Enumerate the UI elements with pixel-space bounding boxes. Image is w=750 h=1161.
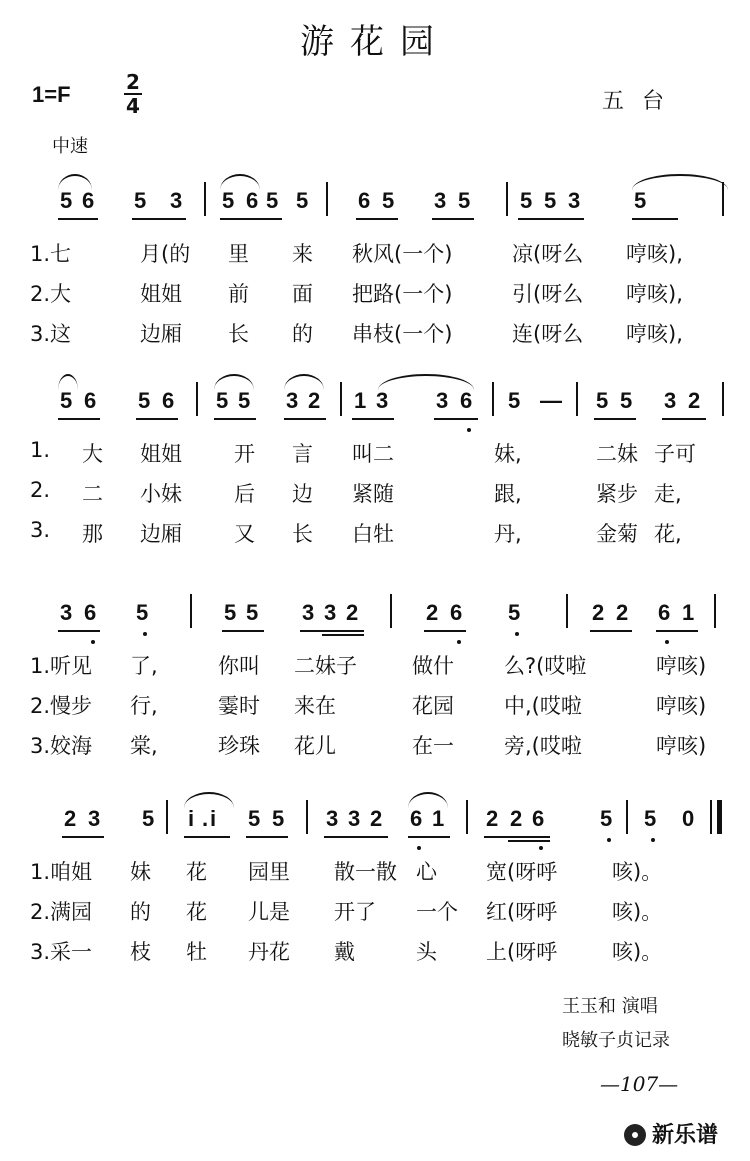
note: — <box>540 388 562 413</box>
note: i <box>188 806 195 831</box>
note: 3 <box>664 388 677 413</box>
note: 6 <box>82 188 95 213</box>
note: 2 <box>426 600 439 625</box>
note: 3 <box>434 188 447 213</box>
note: 5 <box>60 188 73 213</box>
lyrics-verse-3: 3.采一 枝 牡 丹花 戴 头 上(呀呼 咳)。 <box>30 940 663 964</box>
note: 3 <box>60 600 73 625</box>
note: 3 <box>302 600 315 625</box>
note: 6 <box>450 600 463 625</box>
note: 1 <box>682 600 695 625</box>
key-signature: 1=F <box>32 82 71 107</box>
note: 5 <box>238 388 251 413</box>
singer-credit: 王玉和 演唱 <box>562 996 658 1017</box>
note: 6 <box>358 188 371 213</box>
note: 2 <box>688 388 701 413</box>
note: 5 <box>266 188 279 213</box>
logo-text: 新乐谱 <box>652 1123 719 1148</box>
note: . <box>202 806 209 831</box>
note: 3 <box>436 388 449 413</box>
note: 2 <box>64 806 77 831</box>
note: 5 <box>600 806 613 831</box>
notation-line <box>40 798 730 838</box>
record-disc-icon <box>624 1124 646 1146</box>
note: 5 <box>134 188 147 213</box>
note: 5 <box>508 388 521 413</box>
region-label: 五台 <box>602 89 683 114</box>
recorder-credit: 晓敏子贞记录 <box>562 1030 670 1051</box>
note: 6 <box>162 388 175 413</box>
note: 3 <box>348 806 361 831</box>
lyrics-verse-1: 1. 大 姐姐 开 言 叫二 妹, 二妹 子可 <box>30 438 696 466</box>
note: 3 <box>568 188 581 213</box>
lyrics-verse-2: 2.大 姐姐 前 面 把路(一个) 引(呀么 哼咳), <box>30 282 683 306</box>
note: 2 <box>346 600 359 625</box>
note: 5 <box>138 388 151 413</box>
page-number: —107— <box>600 1072 679 1096</box>
note: 5 <box>382 188 395 213</box>
note: 6 <box>410 806 423 831</box>
note: 3 <box>286 388 299 413</box>
song-title: 游花园 <box>300 22 450 62</box>
note: i <box>210 806 217 831</box>
note: 2 <box>370 806 383 831</box>
note: 5 <box>272 806 285 831</box>
note: 5 <box>224 600 237 625</box>
note: 5 <box>246 600 259 625</box>
note: 6 <box>532 806 545 831</box>
note: 6 <box>84 388 97 413</box>
note: 5 <box>508 600 521 625</box>
notation-line <box>40 592 730 632</box>
note: 0 <box>682 806 695 831</box>
note: 5 <box>596 388 609 413</box>
note: 5 <box>222 188 235 213</box>
note: 5 <box>544 188 557 213</box>
note: 5 <box>216 388 229 413</box>
note: 3 <box>376 388 389 413</box>
lyrics-verse-3: 3. 那 边厢 又 长 白牡 丹, 金菊 花, <box>30 518 682 546</box>
note: 3 <box>326 806 339 831</box>
note: 5 <box>634 188 647 213</box>
site-logo <box>624 1118 718 1149</box>
lyrics-verse-1: 1.七 月(的 里 来 秋风(一个) 凉(呀么 哼咳), <box>30 242 683 266</box>
time-signature-bottom: 4 <box>126 94 140 118</box>
note: 5 <box>644 806 657 831</box>
note: 5 <box>60 388 73 413</box>
note: 2 <box>308 388 321 413</box>
note: 6 <box>658 600 671 625</box>
note: 3 <box>88 806 101 831</box>
note: 5 <box>142 806 155 831</box>
note: 1 <box>354 388 367 413</box>
note: 5 <box>520 188 533 213</box>
note: 5 <box>248 806 261 831</box>
note: 6 <box>246 188 259 213</box>
note: 2 <box>616 600 629 625</box>
note: 2 <box>486 806 499 831</box>
note: 6 <box>84 600 97 625</box>
note: 5 <box>136 600 149 625</box>
tempo-marking: 中速 <box>52 136 88 157</box>
lyrics-verse-1: 1.听见 了, 你叫 二妹子 做什 么?(哎啦 哼咳) <box>30 654 707 678</box>
notation-line <box>40 180 730 220</box>
note: 6 <box>460 388 473 413</box>
note: 5 <box>458 188 471 213</box>
note: 5 <box>296 188 309 213</box>
lyrics-verse-2: 2.慢步 行, 霎时 来在 花园 中,(哎啦 哼咳) <box>30 694 707 718</box>
time-signature <box>124 72 142 116</box>
lyrics-verse-2: 2.满园 的 花 儿是 开了 一个 红(呀呼 咳)。 <box>30 900 663 924</box>
note: 5 <box>620 388 633 413</box>
lyrics-verse-3: 3.这 边厢 长 的 串枝(一个) 连(呀么 哼咳), <box>30 322 683 346</box>
note: 3 <box>170 188 183 213</box>
note: 1 <box>432 806 445 831</box>
note: 2 <box>592 600 605 625</box>
lyrics-verse-1: 1.咱姐 妹 花 园里 散一散 心 宽(呀呼 咳)。 <box>30 860 663 884</box>
note: 2 <box>510 806 523 831</box>
lyrics-verse-3: 3.姣海 棠, 珍珠 花儿 在一 旁,(哎啦 哼咳) <box>30 734 707 758</box>
note: 3 <box>324 600 337 625</box>
lyrics-verse-2: 2. 二 小妹 后 边 紧随 跟, 紧步 走, <box>30 478 682 506</box>
notation-line <box>40 380 730 420</box>
time-signature-top: 2 <box>126 70 140 94</box>
